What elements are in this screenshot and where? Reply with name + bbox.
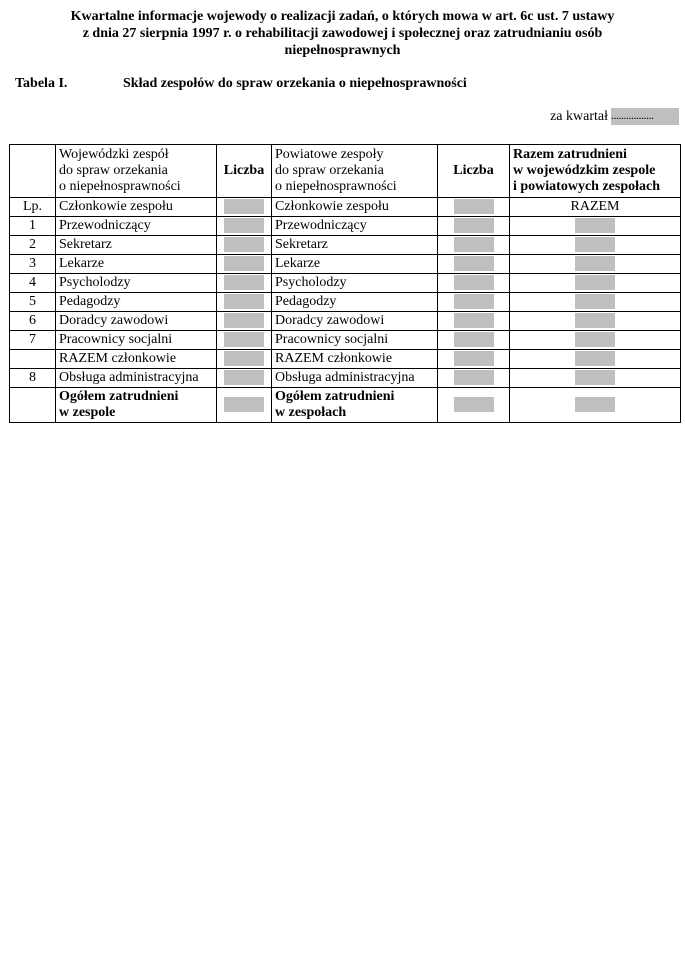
count-cell[interactable] — [438, 236, 510, 255]
count-input[interactable] — [224, 370, 264, 385]
count-input[interactable] — [454, 397, 494, 412]
row-name-county: Lekarze — [272, 255, 438, 274]
count-cell[interactable] — [438, 331, 510, 350]
count-input[interactable] — [224, 275, 264, 290]
count-cell[interactable] — [438, 198, 510, 217]
count-input[interactable] — [454, 256, 494, 271]
title-line-3: niepełnosprawnych — [284, 43, 401, 58]
header-total: Razem zatrudnieni w wojewódzkim zespole i powiatowych zespołach — [510, 145, 681, 198]
total-cell[interactable] — [510, 217, 681, 236]
count-input[interactable] — [224, 218, 264, 233]
total-input[interactable] — [575, 275, 615, 290]
members-header-1: Członkowie zespołu — [56, 198, 217, 217]
count-cell[interactable] — [438, 217, 510, 236]
razem-header: RAZEM — [510, 198, 681, 217]
row-lp: 7 — [10, 331, 56, 350]
table-row — [10, 293, 681, 312]
total-label-1: Ogółem zatrudnieni w zespole — [56, 388, 217, 423]
count-cell[interactable] — [217, 388, 272, 423]
team-composition-table — [9, 144, 681, 423]
row-name-voivodeship: Lekarze — [56, 255, 217, 274]
total-cell[interactable] — [510, 350, 681, 369]
title-line-1: Kwartalne informacje wojewody o realizacji zadań, o których mowa w art. 6c ust. 7 ustawy — [70, 9, 615, 24]
table-label: Tabela I. — [15, 76, 68, 91]
header-voivodeship-team: Wojewódzki zespół do spraw orzekania o niepełnosprawności — [56, 145, 217, 198]
total-label-2: Ogółem zatrudnieni w zespołach — [272, 388, 438, 423]
total-input[interactable] — [575, 313, 615, 328]
row-name-voivodeship: Obsługa administracyjna — [56, 369, 217, 388]
table-row — [10, 255, 681, 274]
count-input[interactable] — [454, 351, 494, 366]
table-row — [10, 217, 681, 236]
count-input[interactable] — [224, 351, 264, 366]
count-input[interactable] — [454, 218, 494, 233]
count-cell[interactable] — [217, 274, 272, 293]
count-cell[interactable] — [217, 350, 272, 369]
total-input[interactable] — [575, 294, 615, 309]
count-cell[interactable] — [217, 217, 272, 236]
count-input[interactable] — [454, 199, 494, 214]
total-input[interactable] — [575, 218, 615, 233]
total-cell[interactable] — [510, 236, 681, 255]
total-row — [10, 388, 681, 423]
count-input[interactable] — [454, 332, 494, 347]
row-lp: 6 — [10, 312, 56, 331]
count-cell[interactable] — [217, 255, 272, 274]
count-input[interactable] — [224, 332, 264, 347]
row-name-voivodeship: Pedagodzy — [56, 293, 217, 312]
row-lp: 1 — [10, 217, 56, 236]
count-input[interactable] — [224, 199, 264, 214]
count-cell[interactable] — [217, 198, 272, 217]
count-input[interactable] — [224, 397, 264, 412]
row-lp: 3 — [10, 255, 56, 274]
total-cell[interactable] — [510, 369, 681, 388]
row-lp: 2 — [10, 236, 56, 255]
count-cell[interactable] — [217, 293, 272, 312]
count-input[interactable] — [454, 294, 494, 309]
table-row — [10, 312, 681, 331]
subheader-row — [10, 198, 681, 217]
header-county-teams: Powiatowe zespoły do spraw orzekania o niepełnosprawności — [272, 145, 438, 198]
row-name-county: Przewodniczący — [272, 217, 438, 236]
total-input[interactable] — [575, 256, 615, 271]
count-cell[interactable] — [438, 293, 510, 312]
total-cell[interactable] — [510, 255, 681, 274]
row-name-county: Pracownicy socjalni — [272, 331, 438, 350]
table-row — [10, 274, 681, 293]
row-name-voivodeship: Psycholodzy — [56, 274, 217, 293]
count-input[interactable] — [454, 275, 494, 290]
row-lp — [10, 350, 56, 369]
title-line-2: z dnia 27 sierpnia 1997 r. o rehabilitacji zawodowej i społecznej oraz zatrudnianiu osób — [82, 26, 603, 41]
count-input[interactable] — [224, 237, 264, 252]
row-name-voivodeship: Pracownicy socjalni — [56, 331, 217, 350]
total-cell[interactable] — [510, 293, 681, 312]
header-count-2: Liczba — [438, 145, 510, 198]
total-cell[interactable] — [510, 312, 681, 331]
row-lp: 5 — [10, 293, 56, 312]
count-cell[interactable] — [438, 350, 510, 369]
header-count-1: Liczba — [217, 145, 272, 198]
count-cell[interactable] — [217, 369, 272, 388]
count-input[interactable] — [224, 294, 264, 309]
count-cell[interactable] — [438, 255, 510, 274]
count-cell[interactable] — [438, 274, 510, 293]
total-lp-cell — [10, 388, 56, 423]
count-input[interactable] — [454, 237, 494, 252]
row-name-county: Doradcy zawodowi — [272, 312, 438, 331]
total-input[interactable] — [575, 237, 615, 252]
count-input[interactable] — [454, 313, 494, 328]
row-name-voivodeship: Doradcy zawodowi — [56, 312, 217, 331]
total-input[interactable] — [575, 397, 615, 412]
total-cell[interactable] — [510, 274, 681, 293]
row-lp: 8 — [10, 369, 56, 388]
total-input[interactable] — [575, 351, 615, 366]
row-name-county: Obsługa administracyjna — [272, 369, 438, 388]
count-cell[interactable] — [438, 388, 510, 423]
members-header-2: Członkowie zespołu — [272, 198, 438, 217]
header-empty-cell — [10, 145, 56, 198]
row-name-voivodeship: Sekretarz — [56, 236, 217, 255]
table-row — [10, 350, 681, 369]
total-cell[interactable] — [510, 331, 681, 350]
row-name-county: Sekretarz — [272, 236, 438, 255]
count-cell[interactable] — [217, 312, 272, 331]
count-cell[interactable] — [438, 312, 510, 331]
table-row — [10, 369, 681, 388]
count-cell[interactable] — [438, 369, 510, 388]
total-input[interactable] — [575, 370, 615, 385]
row-name-voivodeship: RAZEM członkowie — [56, 350, 217, 369]
table-title: Skład zespołów do spraw orzekania o niepełnosprawności — [123, 76, 467, 91]
row-name-voivodeship: Przewodniczący — [56, 217, 217, 236]
quarter-label: za kwartał — [550, 108, 608, 124]
count-input[interactable] — [224, 256, 264, 271]
total-cell[interactable] — [510, 388, 681, 423]
count-input[interactable] — [224, 313, 264, 328]
lp-header: Lp. — [10, 198, 56, 217]
row-name-county: Pedagodzy — [272, 293, 438, 312]
table-row — [10, 331, 681, 350]
row-name-county: RAZEM członkowie — [272, 350, 438, 369]
quarter-selector — [550, 108, 679, 125]
header-row — [10, 145, 681, 198]
document-title — [0, 8, 685, 59]
count-input[interactable] — [454, 370, 494, 385]
table-row — [10, 236, 681, 255]
quarter-input[interactable]: ................. — [611, 108, 679, 125]
total-input[interactable] — [575, 332, 615, 347]
count-cell[interactable] — [217, 236, 272, 255]
count-cell[interactable] — [217, 331, 272, 350]
row-lp: 4 — [10, 274, 56, 293]
row-name-county: Psycholodzy — [272, 274, 438, 293]
